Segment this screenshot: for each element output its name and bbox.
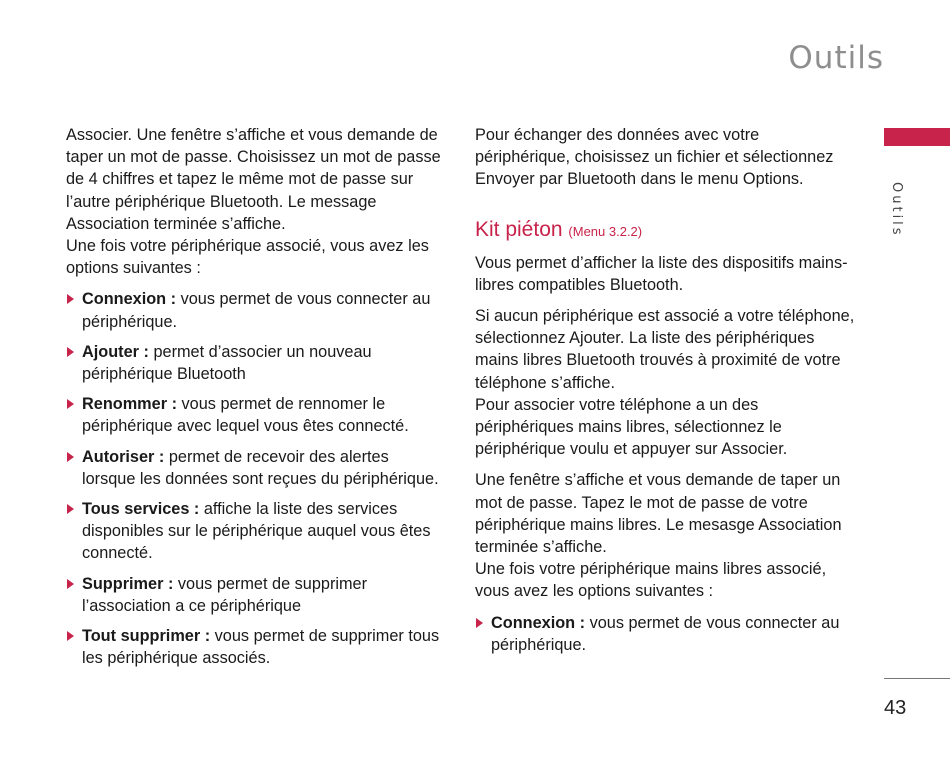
option-item <box>66 498 441 565</box>
option-description: vous permet de supprimer l’association a ce périphérique <box>82 574 368 615</box>
option-term: Tous services : <box>82 500 200 519</box>
option-term: Connexion : <box>82 290 177 309</box>
options-list <box>66 288 441 669</box>
section-title: Kit piéton <box>475 217 563 241</box>
body-paragraph: Une fenêtre s’affiche et vous demande de taper un mot de passe. Tapez le mot de passe de votre périphérique mains libres. Le mesasge Association terminée s’affiche. <box>475 471 842 557</box>
triangle-bullet-icon <box>67 631 74 641</box>
menu-reference: (Menu 3.2.2) <box>568 223 643 239</box>
option-item <box>475 612 855 656</box>
triangle-bullet-icon <box>67 294 74 304</box>
section-tab-marker <box>884 128 950 146</box>
option-term: Ajouter : <box>82 342 149 361</box>
option-description: affiche la liste des services disponibles sur le périphérique auquel vous êtes connecté. <box>82 500 431 563</box>
option-term: Tout supprimer : <box>82 627 211 646</box>
option-term: Supprimer : <box>82 574 174 593</box>
intro-paragraph: Une fois votre périphérique associé, vous avez les options suivantes : <box>66 237 429 278</box>
option-term: Renommer : <box>82 395 177 414</box>
option-description: vous permet de rennomer le périphérique avec lequel vous êtes connecté. <box>82 395 409 436</box>
section-heading <box>475 217 855 245</box>
intro-paragraph: Associer. Une fenêtre s’affiche et vous demande de taper un mot de passe. Choisissez un mot de passe de 4 chiffres et tapez le même mot de passe sur l’autre périphérique Bluetooth. Le message Association terminée s’affiche. <box>66 126 441 233</box>
option-item <box>66 446 441 490</box>
triangle-bullet-icon <box>67 452 74 462</box>
triangle-bullet-icon <box>67 579 74 589</box>
option-description: vous permet de vous connecter au périphérique. <box>491 613 840 654</box>
section-tab-label: Outils <box>889 182 904 238</box>
triangle-bullet-icon <box>67 504 74 514</box>
option-item <box>66 625 441 669</box>
body-paragraph: Si aucun périphérique est associé a votre téléphone, sélectionnez Ajouter. La liste des périphériques mains libres Bluetooth trouvés à proximité de votre téléphone s’affiche. <box>475 307 855 392</box>
option-description: vous permet de supprimer tous les périphérique associés. <box>82 627 440 668</box>
option-term: Connexion : <box>491 613 586 632</box>
body-paragraph: Vous permet d’afficher la liste des dispositifs mains-libres compatibles Bluetooth. <box>475 253 848 294</box>
option-item <box>66 288 441 332</box>
option-item <box>66 393 441 437</box>
right-column <box>475 124 855 656</box>
option-term: Autoriser : <box>82 447 165 466</box>
footer-rule <box>884 678 950 679</box>
option-description: vous permet de vous connecter au périphérique. <box>82 290 431 331</box>
options-list <box>475 612 855 656</box>
triangle-bullet-icon <box>67 399 74 409</box>
triangle-bullet-icon <box>67 347 74 357</box>
intro-paragraph: Pour échanger des données avec votre périphérique, choisissez un fichier et sélectionnez Envoyer par Bluetooth dans le menu Options. <box>475 126 834 189</box>
left-column <box>66 124 441 669</box>
option-item <box>66 573 441 617</box>
option-description: permet d’associer un nouveau périphérique Bluetooth <box>82 342 372 384</box>
page-number: 43 <box>884 697 907 719</box>
page-header-title: Outils <box>788 40 884 76</box>
body-paragraph: Pour associer votre téléphone a un des périphériques mains libres, sélectionnez le périphérique voulu et appuyer sur Associer. <box>475 395 788 459</box>
option-item <box>66 341 441 385</box>
triangle-bullet-icon <box>476 618 483 628</box>
body-paragraph: Une fois votre périphérique mains libres associé, vous avez les options suivantes : <box>475 560 827 601</box>
option-description: permet de recevoir des alertes lorsque les données sont reçues du périphérique. <box>82 447 439 488</box>
